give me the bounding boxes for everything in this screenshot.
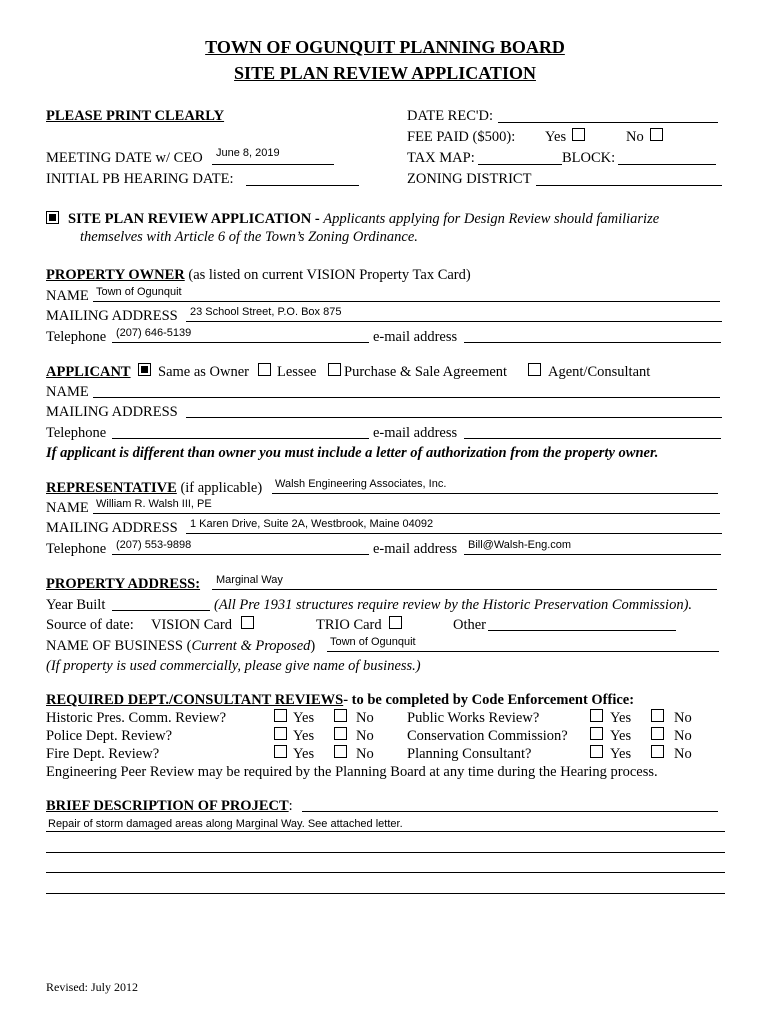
owner-telephone-value[interactable]: (207) 646-5139 — [116, 327, 192, 339]
fee-paid-label: FEE PAID ($500): — [407, 129, 516, 145]
site-plan-review-checkbox[interactable] — [46, 211, 59, 224]
applicant-mailing-label: MAILING ADDRESS — [46, 404, 178, 420]
conservation-no-label: No — [674, 728, 692, 744]
revised-date-footer: Revised: July 2012 — [46, 980, 138, 994]
public-works-review-label: Public Works Review? — [407, 710, 540, 726]
representative-telephone-field-line[interactable] — [112, 554, 369, 555]
fire-dept-yes-label: Yes — [293, 746, 315, 762]
historic-pres-yes-label: Yes — [293, 710, 315, 726]
property-owner-heading: PROPERTY OWNER (as listed on current VISION Property Tax Card) — [46, 267, 471, 283]
representative-company-field-line[interactable] — [272, 493, 718, 494]
form-subtitle: SITE PLAN REVIEW APPLICATION — [234, 63, 536, 83]
public-works-yes-checkbox[interactable] — [590, 709, 603, 722]
project-description-line-3[interactable] — [46, 852, 725, 853]
police-dept-yes-checkbox[interactable] — [274, 727, 287, 740]
owner-email-field-line[interactable] — [464, 342, 721, 343]
block-label: BLOCK: — [562, 150, 616, 166]
block-field-line[interactable] — [618, 164, 716, 165]
applicant-lessee-label: Lessee — [277, 364, 317, 380]
historic-pres-no-label: No — [356, 710, 374, 726]
date-recd-field-line[interactable] — [498, 122, 718, 123]
planning-consultant-yes-checkbox[interactable] — [590, 745, 603, 758]
fee-yes-checkbox[interactable] — [572, 128, 585, 141]
conservation-yes-label: Yes — [610, 728, 632, 744]
tax-map-field-line[interactable] — [478, 164, 562, 165]
property-address-field-line[interactable] — [212, 589, 717, 590]
historic-pres-yes-checkbox[interactable] — [274, 709, 287, 722]
authorization-notice: If applicant is different than owner you must include a letter of authorization from the property owner. — [46, 445, 659, 461]
tax-map-label: TAX MAP: — [407, 150, 475, 166]
form-title: TOWN OF OGUNQUIT PLANNING BOARD — [205, 37, 565, 57]
required-reviews-heading: REQUIRED DEPT./CONSULTANT REVIEWS- to be completed by Code Enforcement Office: — [46, 692, 635, 708]
owner-telephone-field-line[interactable] — [112, 342, 369, 343]
fire-dept-no-label: No — [356, 746, 374, 762]
project-description-first-line[interactable] — [302, 811, 718, 812]
initial-hearing-label: INITIAL PB HEARING DATE: — [46, 171, 234, 187]
representative-email-value[interactable]: Bill@Walsh-Eng.com — [468, 539, 572, 551]
applicant-email-field-line[interactable] — [464, 438, 721, 439]
representative-name-field-line[interactable] — [93, 513, 720, 514]
fee-no-checkbox[interactable] — [650, 128, 663, 141]
property-address-value[interactable]: Marginal Way — [216, 574, 283, 586]
other-source-field-line[interactable] — [488, 630, 676, 631]
source-of-date-label: Source of date: — [46, 617, 134, 633]
owner-name-label: NAME — [46, 288, 89, 304]
commercial-use-note: (If property is used commercially, please give name of business.) — [46, 658, 421, 674]
applicant-mailing-field-line[interactable] — [186, 417, 722, 418]
representative-company-value[interactable]: Walsh Engineering Associates, Inc. — [275, 478, 447, 490]
representative-name-label: NAME — [46, 500, 89, 516]
project-description-line-5[interactable] — [46, 893, 725, 894]
representative-email-label: e-mail address — [373, 541, 458, 557]
applicant-purchase-sale-checkbox[interactable] — [328, 363, 341, 376]
public-works-yes-label: Yes — [610, 710, 632, 726]
conservation-yes-checkbox[interactable] — [590, 727, 603, 740]
year-built-note: (All Pre 1931 structures require review by the Historic Preservation Commission). — [214, 597, 693, 613]
year-built-label: Year Built — [46, 597, 106, 613]
public-works-no-label: No — [674, 710, 692, 726]
applicant-same-as-owner-checkbox[interactable] — [138, 363, 151, 376]
owner-name-value[interactable]: Town of Ogunquit — [96, 286, 182, 298]
owner-mailing-field-line[interactable] — [186, 321, 722, 322]
engineering-peer-review-note: Engineering Peer Review may be required by the Planning Board at any time during the Hearing process. — [46, 764, 658, 780]
representative-name-value[interactable]: William R. Walsh III, PE — [96, 498, 212, 510]
vision-card-label: VISION Card — [151, 617, 232, 633]
conservation-commission-label: Conservation Commission? — [407, 728, 568, 744]
applicant-heading: APPLICANT — [46, 364, 131, 380]
print-clearly-notice: PLEASE PRINT CLEARLY — [46, 108, 225, 124]
applicant-same-as-owner-label: Same as Owner — [158, 364, 250, 380]
historic-pres-review-label: Historic Pres. Comm. Review? — [46, 710, 227, 726]
applicant-name-field-line[interactable] — [93, 397, 720, 398]
fee-yes-label: Yes — [545, 129, 567, 145]
representative-telephone-label: Telephone — [46, 541, 107, 557]
conservation-no-checkbox[interactable] — [651, 727, 664, 740]
fee-no-label: No — [626, 129, 644, 145]
meeting-date-label: MEETING DATE w/ CEO — [46, 150, 203, 166]
planning-consultant-no-checkbox[interactable] — [651, 745, 664, 758]
planning-consultant-no-label: No — [674, 746, 692, 762]
applicant-purchase-sale-label: Purchase & Sale Agreement — [344, 364, 508, 380]
applicant-email-label: e-mail address — [373, 425, 458, 441]
applicant-agent-consultant-label: Agent/Consultant — [548, 364, 651, 380]
owner-telephone-label: Telephone — [46, 329, 107, 345]
trio-card-label: TRIO Card — [316, 617, 382, 633]
police-dept-yes-label: Yes — [293, 728, 315, 744]
representative-mailing-field-line[interactable] — [186, 533, 722, 534]
planning-consultant-yes-label: Yes — [610, 746, 632, 762]
fire-dept-no-checkbox[interactable] — [334, 745, 347, 758]
representative-email-field-line[interactable] — [464, 554, 721, 555]
fire-dept-yes-checkbox[interactable] — [274, 745, 287, 758]
applicant-lessee-checkbox[interactable] — [258, 363, 271, 376]
site-plan-review-note: themselves with Article 6 of the Town’s Zoning Ordinance. — [80, 229, 418, 245]
business-name-label: NAME OF BUSINESS (Current & Proposed) — [46, 638, 316, 654]
zoning-district-field-line[interactable] — [536, 185, 722, 186]
owner-mailing-value[interactable]: 23 School Street, P.O. Box 875 — [190, 306, 342, 318]
applicant-telephone-field-line[interactable] — [112, 438, 369, 439]
other-source-label: Other — [453, 617, 487, 633]
applicant-telephone-label: Telephone — [46, 425, 107, 441]
representative-mailing-value[interactable]: 1 Karen Drive, Suite 2A, Westbrook, Maine 04092 — [190, 518, 434, 530]
site-plan-review-statement: SITE PLAN REVIEW APPLICATION - Applicants applying for Design Review should familiarize — [68, 211, 660, 227]
project-description-line-2[interactable] — [46, 831, 725, 832]
business-name-field-line[interactable] — [327, 651, 719, 652]
fire-dept-review-label: Fire Dept. Review? — [46, 746, 160, 762]
project-description-value[interactable]: Repair of storm damaged areas along Marginal Way. See attached letter. — [48, 818, 403, 830]
public-works-no-checkbox[interactable] — [651, 709, 664, 722]
police-dept-no-label: No — [356, 728, 374, 744]
trio-card-checkbox[interactable] — [389, 616, 402, 629]
owner-email-label: e-mail address — [373, 329, 458, 345]
year-built-field-line[interactable] — [112, 610, 210, 611]
representative-mailing-label: MAILING ADDRESS — [46, 520, 178, 536]
project-description-heading: BRIEF DESCRIPTION OF PROJECT: — [46, 798, 293, 814]
meeting-date-value[interactable]: June 8, 2019 — [216, 147, 280, 159]
police-dept-no-checkbox[interactable] — [334, 727, 347, 740]
owner-name-field-line[interactable] — [93, 301, 720, 302]
police-dept-review-label: Police Dept. Review? — [46, 728, 173, 744]
applicant-agent-consultant-checkbox[interactable] — [528, 363, 541, 376]
planning-consultant-label: Planning Consultant? — [407, 746, 532, 762]
zoning-district-label: ZONING DISTRICT — [407, 171, 532, 187]
property-address-heading: PROPERTY ADDRESS: — [46, 576, 201, 592]
meeting-date-field-line[interactable] — [212, 164, 334, 165]
vision-card-checkbox[interactable] — [241, 616, 254, 629]
historic-pres-no-checkbox[interactable] — [334, 709, 347, 722]
representative-heading: REPRESENTATIVE (if applicable) — [46, 480, 263, 496]
initial-hearing-field-line[interactable] — [246, 185, 359, 186]
representative-telephone-value[interactable]: (207) 553-9898 — [116, 539, 192, 551]
project-description-line-4[interactable] — [46, 872, 725, 873]
business-name-value[interactable]: Town of Ogunquit — [330, 636, 416, 648]
date-recd-label: DATE REC'D: — [407, 108, 493, 124]
owner-mailing-label: MAILING ADDRESS — [46, 308, 178, 324]
applicant-name-label: NAME — [46, 384, 89, 400]
